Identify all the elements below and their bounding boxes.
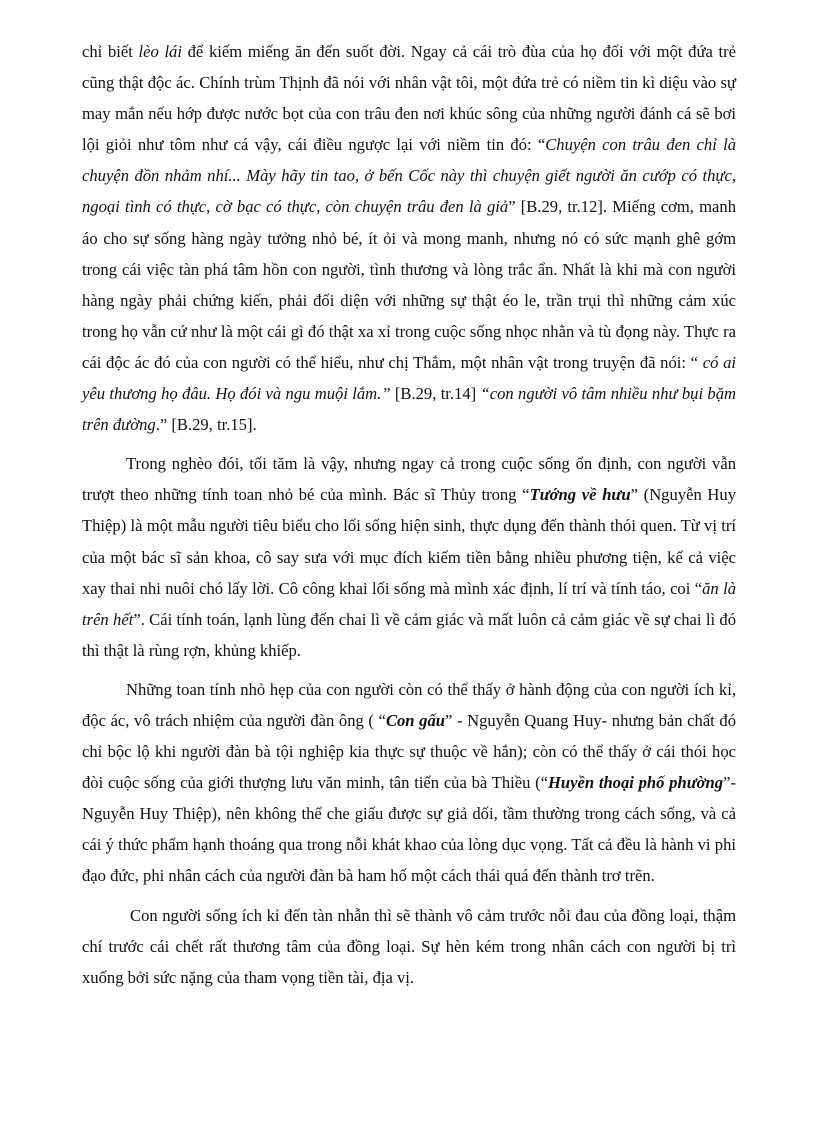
paragraph-2: [82, 448, 736, 666]
work-title: Huyền thoại phố phường: [548, 773, 724, 793]
text-run: để kiếm miếng ăn đến suốt đời. Ngay cả cái trò đùa của họ đối với một đứa trẻ cũng thật độc ác. Chính trùm Thịnh đã nói với nhân vật tôi, một đứa trẻ có niềm tin kì diệu vào sự may mắn nếu hớp được nước bọt của con trâu đen nơi khúc sông của những người đánh cá sẽ bơi lội giỏi như tôm như cá vậy, cái điều ngược lại với niềm tin đó: “: [82, 42, 736, 155]
text-run: Trong nghèo đói, tối tăm là vậy, nhưng ngay cả trong cuộc sống ổn định, con người vẫn trượt theo những tính toan nhỏ bé của mình. Bác sĩ Thủy trong “: [82, 454, 736, 505]
paragraph-1: [82, 36, 736, 440]
italic-quote: Chuyện con trâu đen chỉ là chuyện đồn nhảm nhí... Mày hãy tin tao, ở bến Cốc này thì chuyện giết người ăn cướp có thực, ngoại tình có thực, cờ bạc có thực, còn chuyện trâu đen là giả: [82, 135, 736, 217]
italic-quote: có ai yêu thương họ đâu. Họ đói và ngu muội lắm.”: [82, 352, 736, 404]
text-run: ”- Nguyễn Huy Thiệp), nên không thể che giấu được sự giả dối, tầm thường trong cách sống, và cả cái ý thức phẩm hạnh thoáng qua trong nỗi khát khao của lòng dục vọng. Tất cả đều là hành vi phi đạo đức, phi nhân cách của người đàn bà ham hố một cách thái quá đến thành trơ trẽn.: [82, 773, 736, 886]
text-run: ” - Nguyễn Quang Huy- nhưng bản chất đó chỉ bộc lộ khi người đàn bà tội nghiệp kia thực sự thuộc về hắn); còn có thể thấy ở cái thói học đòi cuộc sống của giới thượng lưu văn minh, tân tiến của bà Thiều (“: [82, 710, 737, 793]
citation: [B.29, tr.14]: [390, 384, 481, 404]
document-page: [82, 36, 736, 1001]
italic-quote: “con người vô tâm nhiều như bụi bặm trên đường: [82, 384, 736, 435]
work-title: Con gấu: [385, 710, 445, 730]
paragraph-4: [82, 900, 736, 993]
text-run: ” (Nguyễn Huy Thiệp) là một mẫu người tiêu biểu cho lối sống hiện sinh, thực dụng đến thành thói quen. Từ vị trí của một bác sĩ sản khoa, cô say sưa với mục đích kiếm tiền bằng nhiều phương tiện, kể cả việc xay thai nhi nuôi chó lấy lời. Cô công khai lối sống mà mình xác định, lí trí và tính táo, coi “: [82, 485, 737, 598]
italic-quote: ăn là trên hết: [82, 578, 736, 629]
text-run: Con người sống ích kỉ đến tàn nhẫn thì sẽ thành vô cảm trước nỗi đau của đồng loại, thậm chí trước cái chết rất thương tâm của đồng loại. Sự hèn kém trong nhân cách con người bị trì xuống bởi sức nặng của tham vọng tiền tài, địa vị.: [82, 905, 736, 987]
italic-term: lèo lái: [138, 42, 182, 61]
text-run: Những toan tính nhỏ hẹp của con người còn có thể thấy ở hành động của con người ích kỉ, độc ác, vô trách nhiệm của người đàn ông ( “: [82, 679, 736, 730]
work-title: Tướng về hưu: [529, 485, 631, 505]
citation: .” [B.29, tr.15].: [155, 415, 257, 435]
text-run: chỉ biết: [82, 42, 139, 61]
text-run: ” [B.29, tr.12]. Miếng cơm, manh áo cho sự sống hàng ngày tưởng nhỏ bé, ít ỏi và mong manh, nhưng nó có sức mạnh ghê gớm trong cái việc tàn phá tâm hồn con người, tình thương và lòng trắc ẩn. Nhất là khi mà con người hàng ngày phải chứng kiến, phải đối diện với những sự thật éo le, trần trụi thì những cảm xúc trong họ vẫn cứ như là một cái gì đó thật xa xỉ trong cuộc sống nhọc nhằn và tù đọng này. Thực ra cái độc ác đó của con người có thể hiểu, như chị Thắm, một nhân vật trong truyện đã nói: “: [82, 197, 736, 372]
paragraph-3: [82, 674, 736, 892]
text-run: ”. Cái tính toán, lạnh lùng đến chai lì về cảm giác và mất luôn cả cảm giác về sự chai lì đó thì thật là rùng rợn, khủng khiếp.: [82, 609, 736, 660]
